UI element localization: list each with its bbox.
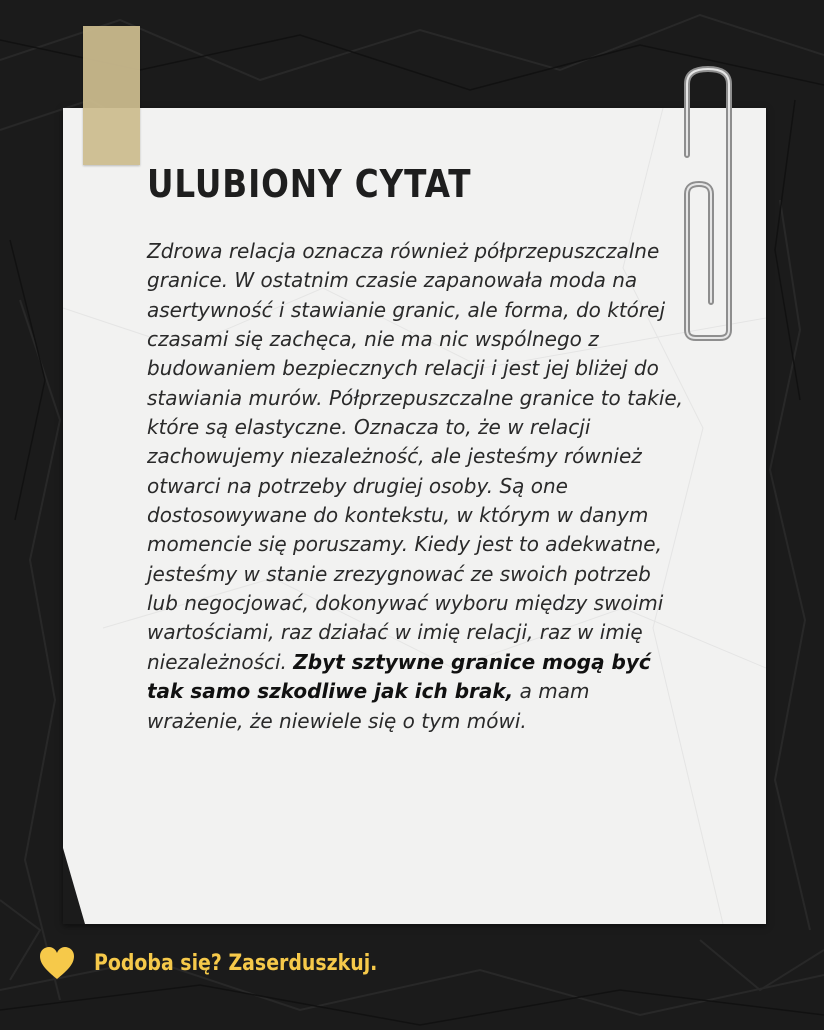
heart-icon[interactable] [38, 945, 76, 981]
card-title: ULUBIONY CYTAT [147, 162, 472, 206]
quote-bold-text: Zbyt sztywne granice mogą być tak samo szkodliwe jak ich brak, [147, 649, 651, 704]
footer-cta[interactable] [38, 938, 424, 988]
quote-ending-text: a mam wrażenie, że niewiele się o tym mówi. [147, 679, 590, 733]
tape-strip [83, 26, 140, 165]
footer-text: Podoba się? Zaserduszkuj. [94, 950, 378, 976]
quote-plain-text: Zdrowa relacja oznacza również półprzepuszczalne granice. W ostatnim czasie zapanowała moda na asertywność i stawianie granic, ale forma, do której czasami się zachęca, nie ma nic wspólnego z budowaniem bezpiecznych relacji i jest jej bliżej do stawiania murów. Półprzepuszczalne granice to takie, które są elastyczne. Oznacza to, że w relacji zachowujemy niezależność, ale jesteśmy również otwarci na potrzeby drugiej osoby. Są one dostosowywane do kontekstu, w którym w danym momencie się poruszamy. Kiedy jest to adekwatne, jesteśmy w stanie zrezygnować ze swoich potrzeb lub negocjować, dokonywać wyboru między swoimi wartościami, raz działać w imię relacji, raz w imię niezależności. [147, 239, 684, 674]
quote-text [147, 237, 687, 736]
